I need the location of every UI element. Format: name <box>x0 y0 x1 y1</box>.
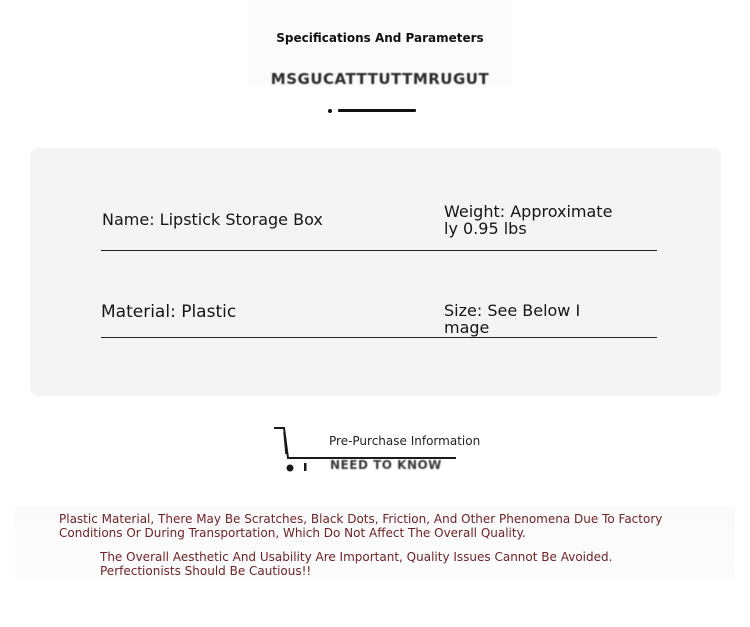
spec-divider <box>101 250 657 251</box>
notice-area <box>15 506 735 580</box>
spec-weight: Weight: Approximately 0.95 lbs <box>444 202 613 238</box>
notice-message: Plastic Material, There May Be Scratches, Black Dots, Friction, And Other Phenomena Due To Factory Conditions Or During Transportation, Which Do Not Affect The Overall Quality. <box>59 512 663 540</box>
section-title: Specifications And Parameters <box>276 31 484 45</box>
spec-material: Material: Plastic <box>101 302 237 322</box>
spec-size: Size: See Below Image <box>444 301 581 337</box>
section-subtitle: MSGUCATTTUTTMRUGUT <box>270 70 490 88</box>
notice-message: The Overall Aesthetic And Usability Are Important, Quality Issues Cannot Be Avoided. Perfectionists Should Be Cautious!! <box>100 550 613 578</box>
section-header <box>248 0 512 86</box>
notice-subtitle: NEED TO KNOW <box>330 458 442 472</box>
notice-title: Pre-Purchase Information <box>329 434 481 448</box>
divider-bar <box>338 109 416 112</box>
spec-divider <box>101 337 657 338</box>
spec-name: Name: Lipstick Storage Box <box>102 210 323 229</box>
notice-header <box>270 420 480 476</box>
divider-dot <box>328 109 332 113</box>
specifications-panel <box>30 148 721 396</box>
